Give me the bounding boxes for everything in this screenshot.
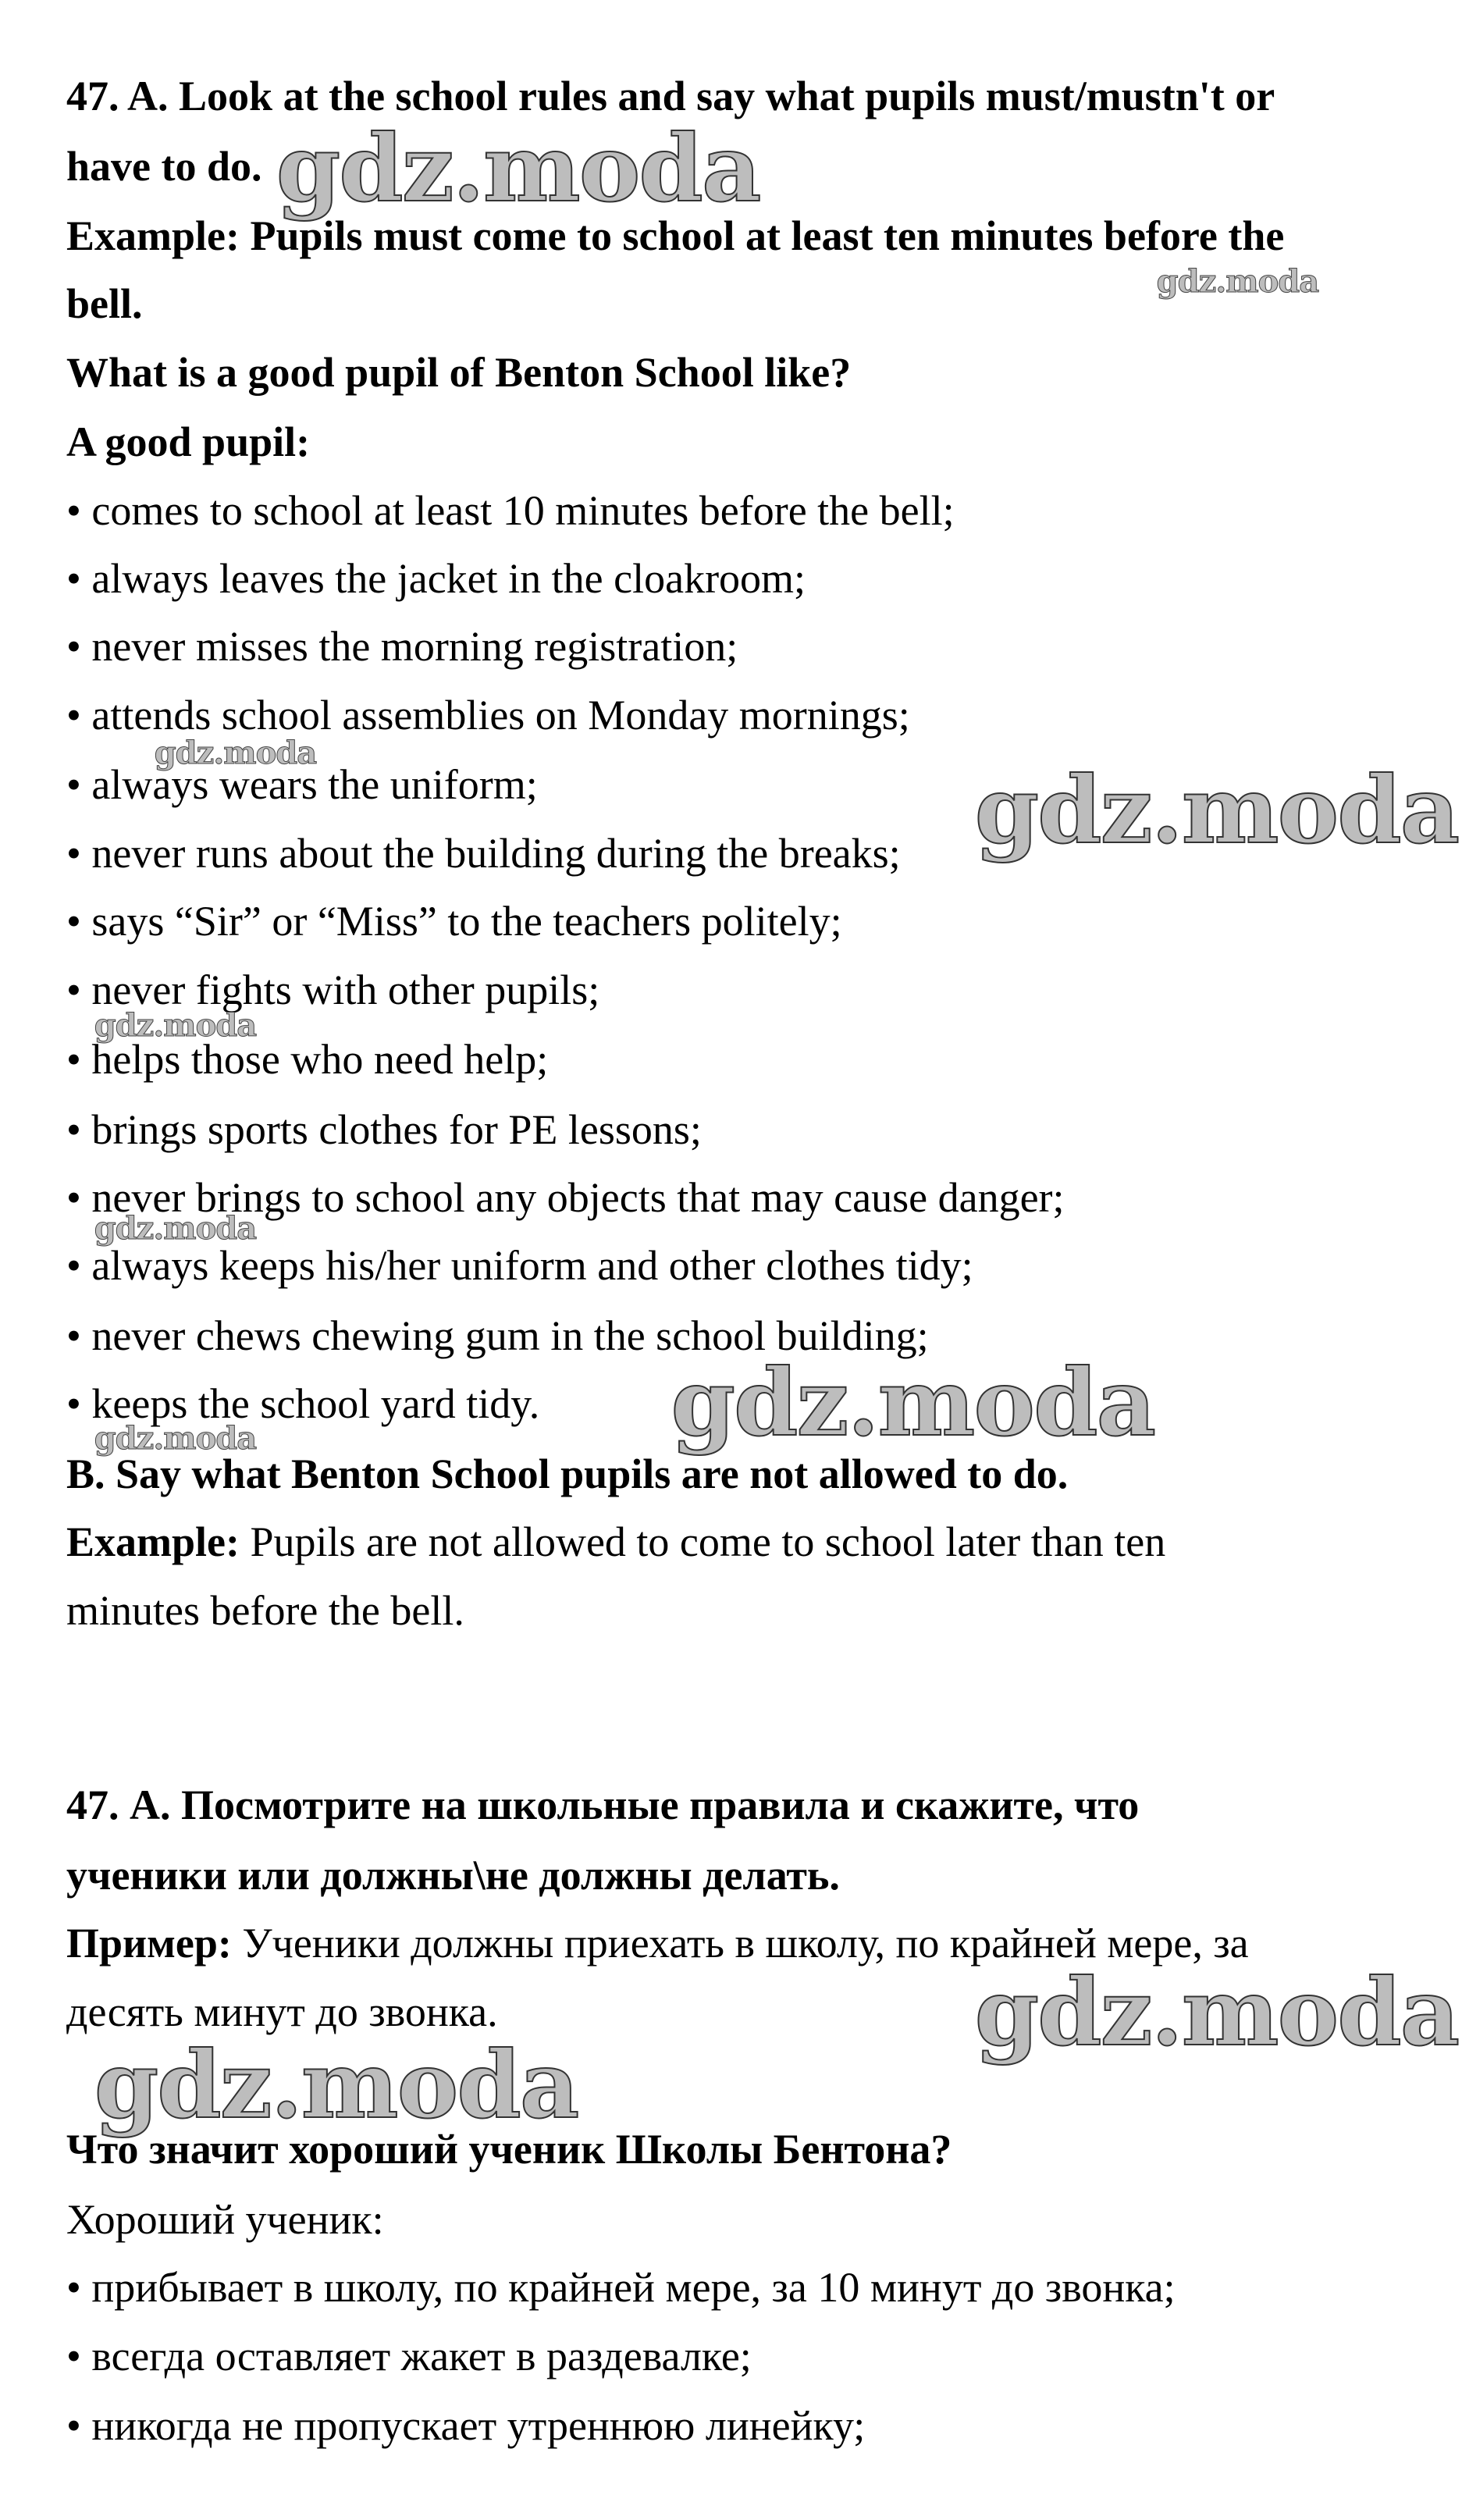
regular-text: • прибывает в школу, по крайней мере, за 10 минут до звонка; (66, 2264, 1176, 2312)
watermark-logo: gdz.moda (974, 755, 1459, 864)
watermark-logo: gdz.moda (94, 2031, 578, 2140)
text-line (66, 476, 955, 545)
text-line (66, 2253, 1176, 2322)
regular-text: minutes before the bell. (66, 1586, 464, 1634)
regular-text: • says “Sir” or “Miss” to the teachers politely; (66, 898, 842, 945)
regular-text: Ученики должны приехать в школу, по крайней мере, за (242, 1920, 1249, 1967)
text-line (66, 612, 738, 681)
watermark-logo: gdz.moda (94, 1007, 257, 1045)
text-line (66, 1771, 1139, 1839)
watermark-logo: gdz.moda (1156, 263, 1319, 301)
text-line (66, 1507, 1165, 1576)
regular-text: • always wears the uniform; (66, 761, 538, 809)
bold-text: ученики или должны\не должны делать. (66, 1851, 840, 1899)
text-line (66, 2391, 865, 2460)
text-line (66, 1095, 702, 1164)
regular-text: Хороший ученик: (66, 2195, 384, 2243)
text-line (66, 338, 851, 407)
regular-text: • always keeps his/her uniform and other clothes tidy; (66, 1242, 973, 1290)
text-line (66, 819, 901, 888)
regular-text: • всегда оставляет жакет в раздевалке; (66, 2332, 752, 2379)
text-line (66, 132, 262, 201)
regular-text: • never misses the morning registration; (66, 623, 738, 671)
watermark-logo: gdz.moda (276, 113, 760, 222)
watermark-logo: gdz.moda (94, 1210, 257, 1248)
bold-text: B. Say what Benton School pupils are not allowed to do. (66, 1450, 1069, 1497)
text-line (66, 2185, 384, 2254)
text-line (66, 408, 310, 476)
text-line (66, 544, 806, 613)
regular-text: Pupils are not allowed to come to school later than ten (250, 1518, 1166, 1566)
regular-text: • always leaves the jacket in the cloakroom; (66, 555, 806, 603)
text-line (66, 269, 143, 338)
regular-text: • никогда не пропускает утреннюю линейку; (66, 2402, 866, 2450)
bold-text: Пример: (66, 1920, 243, 1967)
regular-text: • never fights with other pupils; (66, 966, 600, 1013)
text-line (66, 2322, 752, 2390)
regular-text: • keeps the school yard tidy. (66, 1380, 540, 1428)
bold-text: have to do. (66, 142, 262, 190)
watermark-logo: gdz.moda (94, 1419, 257, 1457)
regular-text: • never brings to school any objects that may cause danger; (66, 1173, 1065, 1221)
bold-text: Example: Pupils must come to school at least ten minutes before the (66, 212, 1285, 259)
bold-text: What is a good pupil of Benton School like? (66, 348, 852, 396)
regular-text: десять минут до звонка. (66, 1988, 498, 2035)
regular-text: • attends school assemblies on Monday mornings; (66, 691, 910, 739)
watermark-logo: gdz.moda (154, 734, 317, 771)
regular-text: • never chews chewing gum in the school building; (66, 1312, 929, 1359)
bold-text: 47. А. Посмотрите на школьные правила и скажите, что (66, 1781, 1140, 1829)
regular-text: • comes to school at least 10 minutes before the bell; (66, 486, 955, 534)
text-line (66, 887, 842, 956)
regular-text: • helps those who need help; (66, 1036, 549, 1084)
bold-text: 47. A. Look at the school rules and say what pupils must/mustn't or (66, 73, 1275, 120)
text-line (66, 1841, 840, 1910)
watermark-logo: gdz.moda (974, 1957, 1459, 2066)
bold-text: Что значит хороший ученик Школы Бентона? (66, 2126, 952, 2173)
bold-text: Example: (66, 1518, 251, 1566)
bold-text: A good pupil: (66, 418, 311, 466)
text-line (66, 1576, 464, 1645)
regular-text: • brings sports clothes for PE lessons; (66, 1105, 702, 1153)
regular-text: • never runs about the building during the breaks; (66, 829, 901, 877)
bold-text: bell. (66, 280, 143, 328)
watermark-logo: gdz.moda (671, 1348, 1155, 1458)
